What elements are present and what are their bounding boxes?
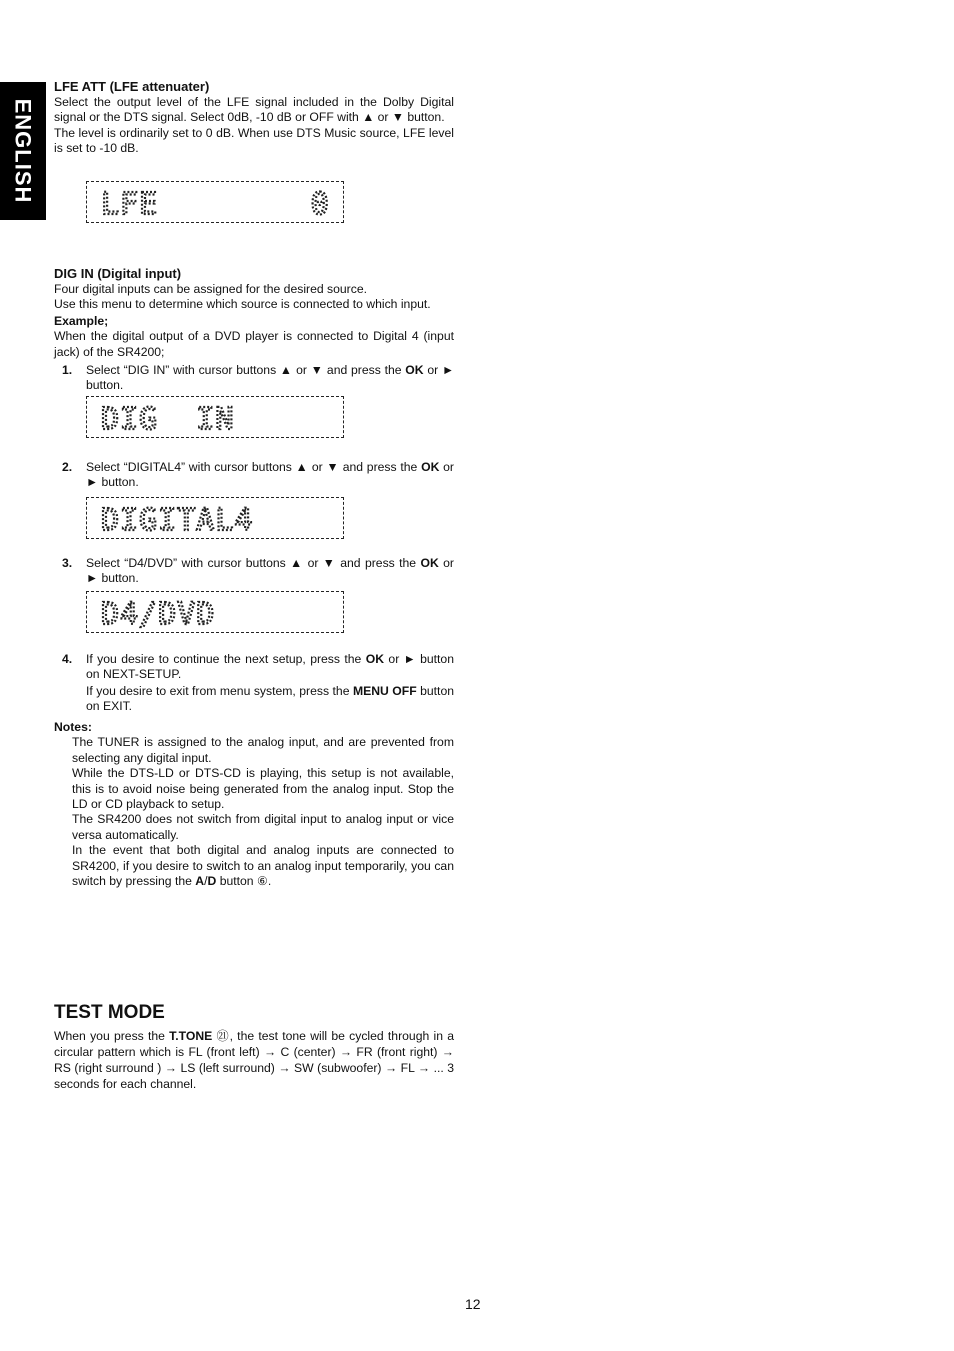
lfe-paragraph-2: The level is ordinarily set to 0 dB. When use DTS Music source, LFE level is set to -10 dB. — [54, 125, 454, 156]
step-3-text-end: or ► button. — [86, 556, 454, 586]
d4-dvd-display-text — [87, 592, 345, 634]
note-4-slash: / — [204, 874, 208, 889]
step-1-ok: OK — [405, 363, 424, 377]
step-4-text-2: or ► button on NEXT-SETUP. — [86, 652, 454, 682]
note-4-d: D — [207, 874, 217, 889]
step-4-text: If you desire to continue the next setup, press the — [86, 652, 366, 666]
step-4-number: 4. — [62, 652, 73, 666]
digital4-display-text — [87, 498, 345, 540]
dig-paragraph-2: Use this menu to determine which source is connected to which input. — [54, 297, 431, 312]
step-1-text: Select “DIG IN” with cursor buttons ▲ or ▼ and press the — [86, 363, 406, 377]
lfe-section — [54, 79, 454, 157]
lfe-heading: LFE ATT (LFE attenuater) — [54, 79, 210, 94]
digital4-display — [86, 497, 344, 539]
example-text: When the digital output of a DVD player is connected to Digital 4 (input jack) of the SR4200; — [54, 329, 454, 359]
step-4-exit-text: If you desire to exit from menu system, press the — [86, 683, 353, 698]
dig-in-display — [86, 396, 344, 438]
note-4-text-end: button ⑥. — [216, 874, 272, 889]
lcd-characters: D4/DVD — [101, 597, 216, 632]
dig-heading: DIG IN (Digital input) — [54, 266, 182, 281]
dig-in-display-text — [87, 397, 345, 439]
lfe-paragraph-1: Select the output level of the LFE signal included in the Dolby Digital signal or the DTS signal. Select 0dB, -10 dB or OFF with ▲ or ▼ button. — [54, 95, 454, 125]
language-tab-label: ENGLISH — [10, 98, 36, 204]
step-4-exit-text-end: button on EXIT. — [86, 683, 454, 714]
note-4-text: In the event that both digital and analog inputs are connected to SR4200, if you desire to switch to an analog input temporarily, you can switch by pressing the — [72, 843, 454, 889]
note-item-ad — [54, 843, 454, 889]
lfe-display-text — [87, 182, 345, 224]
step-1 — [54, 363, 454, 394]
t-tone-label: T.TONE — [169, 1029, 213, 1043]
test-mode-text: When you press the — [54, 1029, 170, 1043]
step-4-menu-off: MENU OFF — [352, 683, 417, 698]
step-1-text-end: or ► button. — [86, 363, 455, 393]
test-mode-text-end: ㉑, the test tone will be cycled through in a circular pattern which is FL (front left) → C (center) → FR (front right) → RS (right surround ) → LS (left surround) → SW (subwoofer) → FL → ... 3 seconds for each channel. — [54, 1029, 454, 1091]
step-2-text: Select “DIGITAL4” with cursor buttons ▲ or ▼ and press the — [86, 460, 422, 474]
lcd-characters: DIGITAL4 — [101, 503, 254, 538]
lcd-characters: DIG IN — [101, 402, 235, 437]
step-3-number: 3. — [62, 556, 73, 570]
example-label: Example; — [54, 313, 109, 328]
step-3-text: Select “D4/DVD” with cursor buttons ▲ or ▼ and press the — [86, 556, 421, 570]
note-item: While the DTS-LD or DTS-CD is playing, this setup is not available, this is to avoid noise being generated from the analog input. Stop the LD or CD playback to setup. — [72, 766, 454, 812]
test-mode-section — [54, 1002, 454, 1092]
step-3-ok: OK — [420, 556, 439, 570]
notes-label: Notes: — [54, 720, 92, 734]
dig-section — [54, 266, 454, 360]
lcd-characters: LFE 0 — [101, 187, 330, 222]
step-2 — [54, 460, 454, 491]
dig-paragraph-1: Four digital inputs can be assigned for the desired source. — [54, 282, 367, 296]
step-3 — [54, 556, 454, 587]
step-2-text-end: or ► button. — [86, 460, 454, 490]
note-item: The TUNER is assigned to the analog input, and are prevented from selecting any digital input. — [72, 735, 454, 765]
step-4-ok: OK — [365, 652, 385, 666]
d4-dvd-display — [86, 591, 344, 633]
note-4-a: A — [195, 874, 205, 889]
notes-section — [54, 720, 454, 889]
language-tab — [0, 82, 46, 220]
step-2-number: 2. — [62, 460, 73, 474]
step-2-ok: OK — [421, 460, 440, 474]
test-mode-heading: TEST MODE — [54, 1002, 165, 1023]
step-1-number: 1. — [62, 363, 73, 377]
page-number: 12 — [465, 1296, 481, 1312]
step-4 — [54, 652, 454, 715]
note-item: The SR4200 does not switch from digital input to analog input or vice versa automatically. — [72, 812, 454, 842]
lfe-display — [86, 181, 344, 223]
